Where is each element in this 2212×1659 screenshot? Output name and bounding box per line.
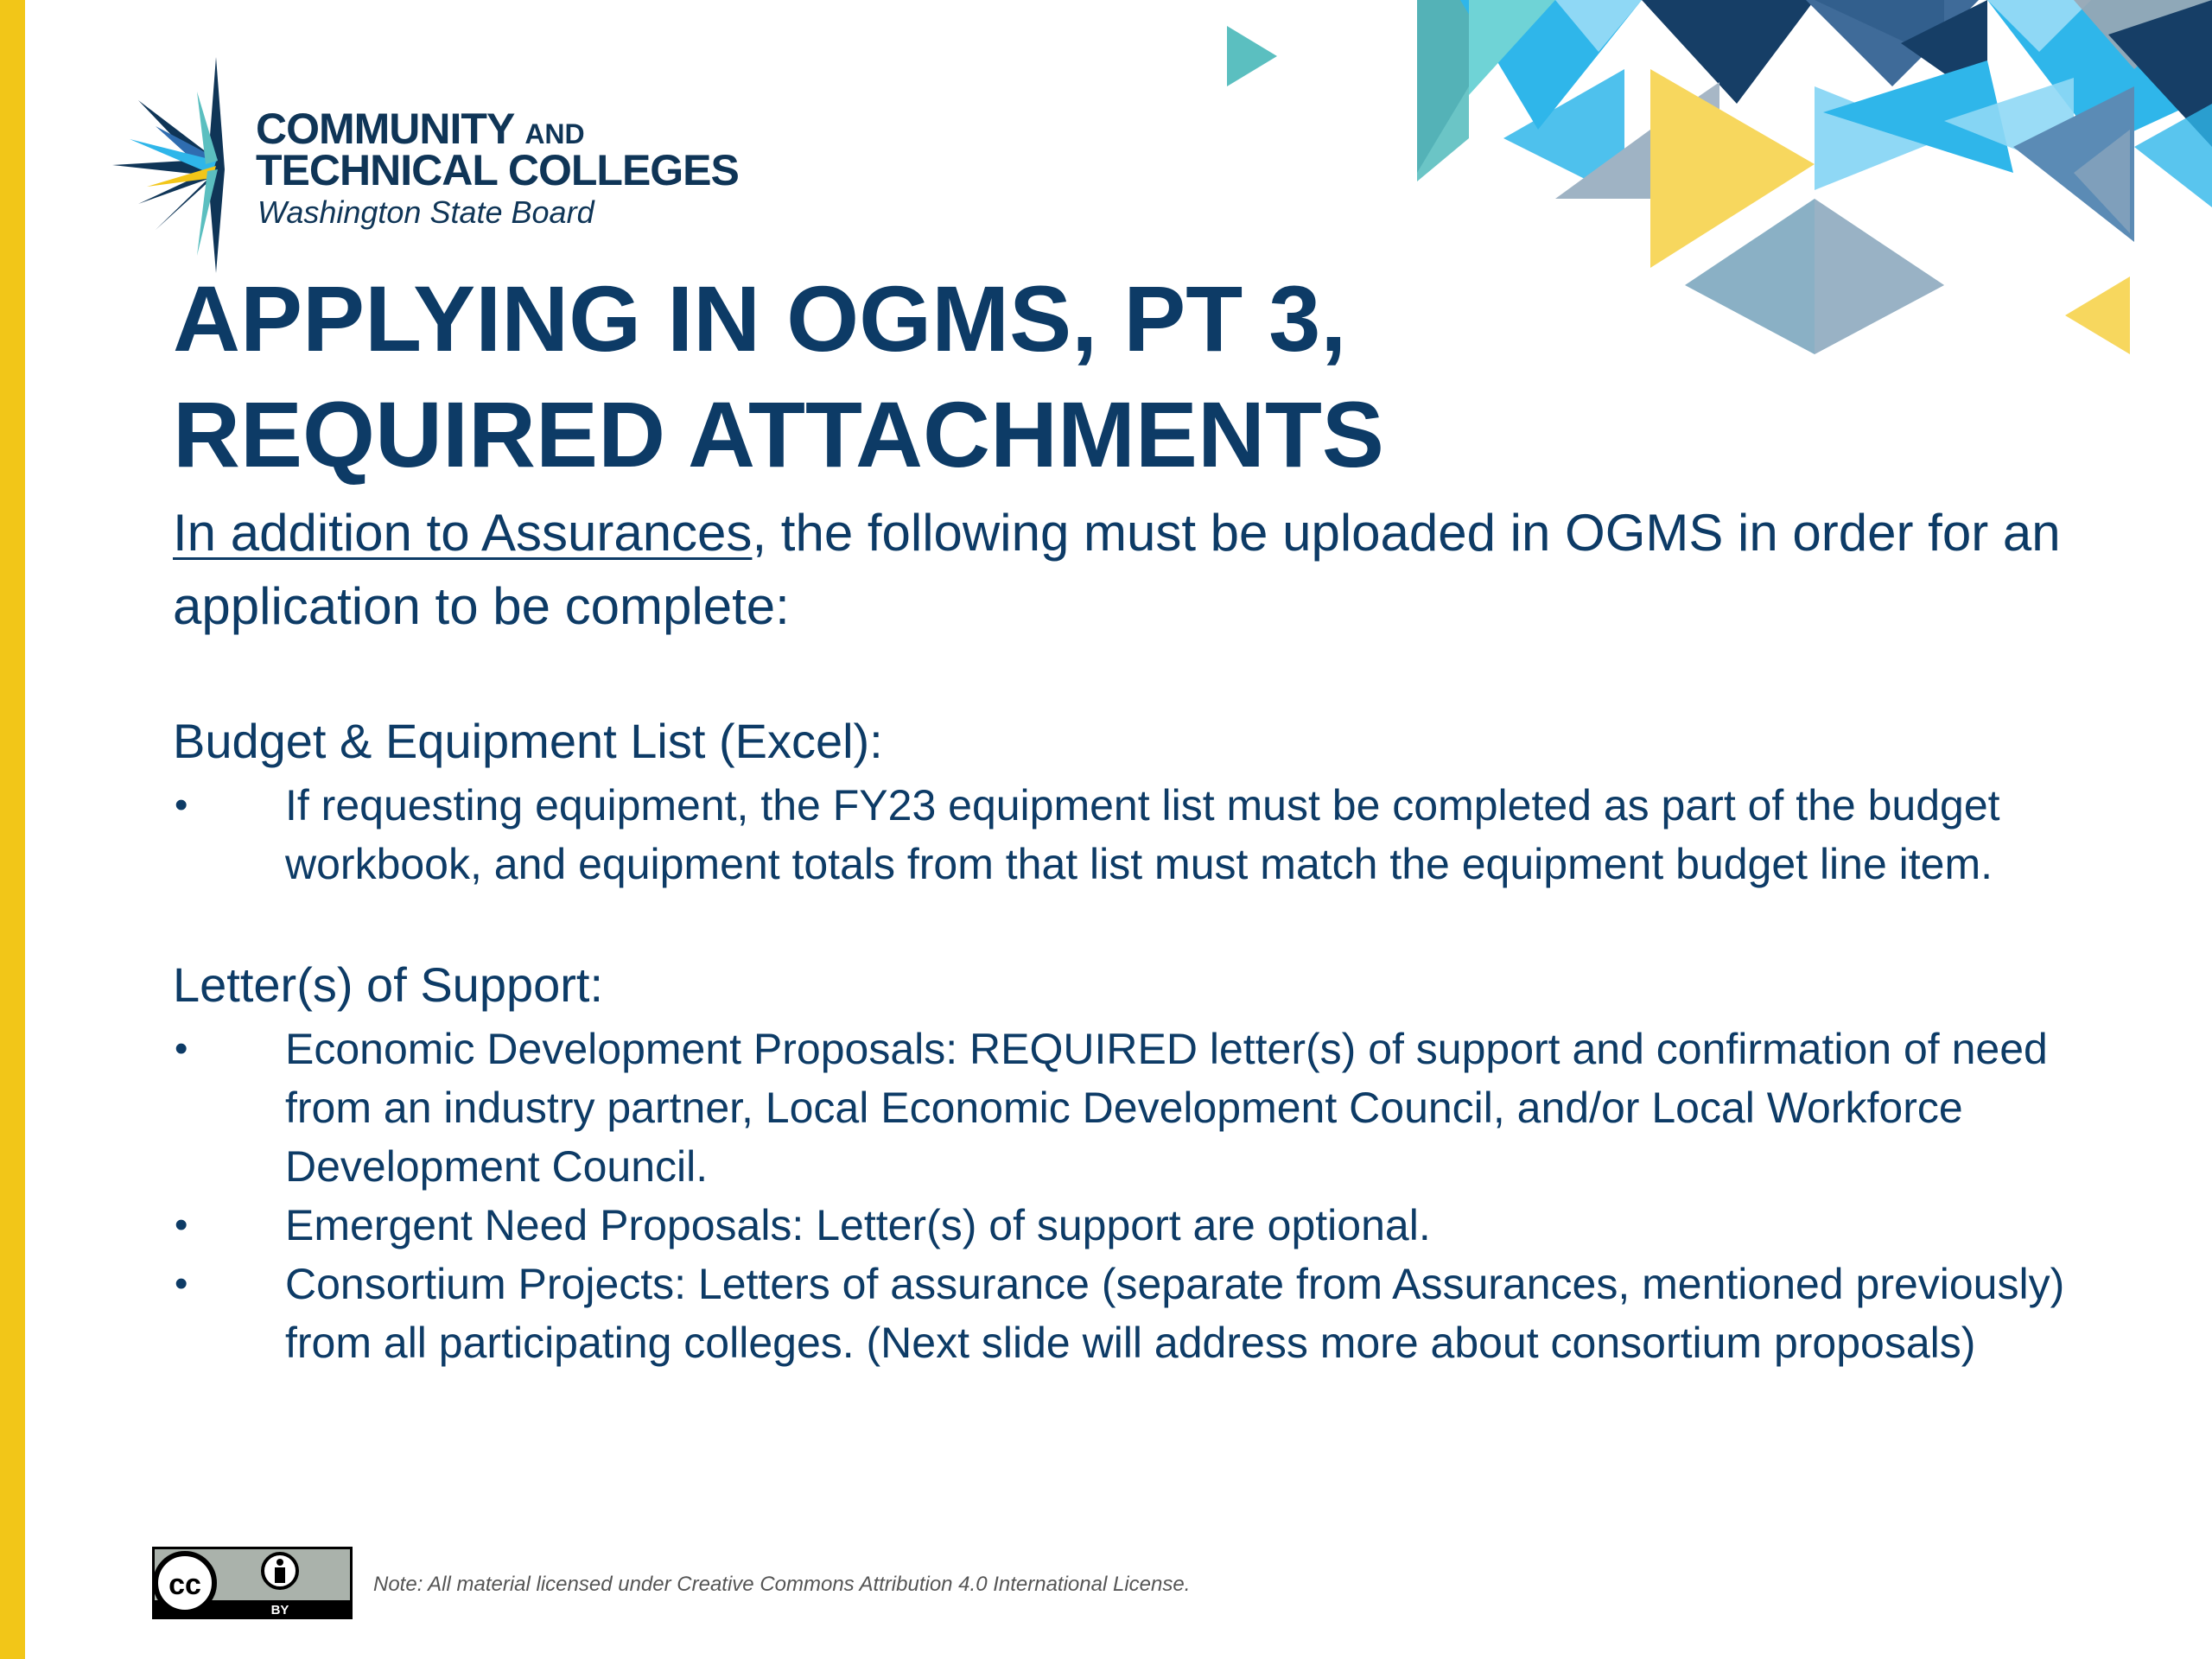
slide-title-line-1: APPLYING IN OGMS, PT 3, — [173, 266, 1347, 371]
star-burst-logo-icon — [104, 57, 233, 282]
intro-paragraph — [173, 496, 2143, 643]
svg-text:BY: BY — [270, 1603, 289, 1618]
bullet-icon: • — [175, 784, 188, 826]
logo-line-technical-colleges: TECHNICAL COLLEGES — [256, 146, 739, 194]
bullet-icon: • — [175, 1204, 188, 1246]
board-logo — [104, 57, 743, 282]
bullet-icon: • — [175, 1027, 188, 1070]
license-note: Note: All material licensed under Creative Commons Attribution 4.0 International License. — [373, 1573, 1191, 1596]
list-item: • Economic Development Proposals: REQUIRED letter(s) of support and confirmation of need from an industry partner, Local Economic Development Council, and/or Local Workforce Development Council. — [173, 1020, 2126, 1196]
support-bullet-list — [173, 1020, 2126, 1372]
budget-bullet-list — [173, 776, 2126, 893]
list-item: • Emergent Need Proposals: Letter(s) of support are optional. — [173, 1196, 2126, 1255]
logo-line-washington-state-board: Washington State Board — [257, 194, 594, 230]
bullet-icon: • — [175, 1262, 188, 1305]
svg-text:cc: cc — [168, 1568, 201, 1601]
intro-text: , the following must be uploaded in OGMS in order for an application to be complete: — [173, 504, 2061, 635]
assurances-link-text: In addition to Assurances — [173, 504, 753, 562]
slide-title-line-2: REQUIRED ATTACHMENTS — [173, 382, 1384, 486]
slide-title — [173, 261, 1642, 493]
section-heading-letters-of-support: Letter(s) of Support: — [173, 957, 604, 1012]
creative-commons-by-badge-icon — [152, 1547, 353, 1619]
list-item: • If requesting equipment, the FY23 equipment list must be completed as part of the budget workbook, and equipment totals from that list must match the equipment budget line item. — [173, 776, 2126, 893]
section-heading-budget: Budget & Equipment List (Excel): — [173, 714, 883, 768]
logo-line-community: COMMUNITY AND — [256, 105, 585, 153]
list-item: • Consortium Projects: Letters of assurance (separate from Assurances, mentioned previously) from all participating colleges. (Next slide will address more about consortium proposals) — [173, 1255, 2126, 1372]
